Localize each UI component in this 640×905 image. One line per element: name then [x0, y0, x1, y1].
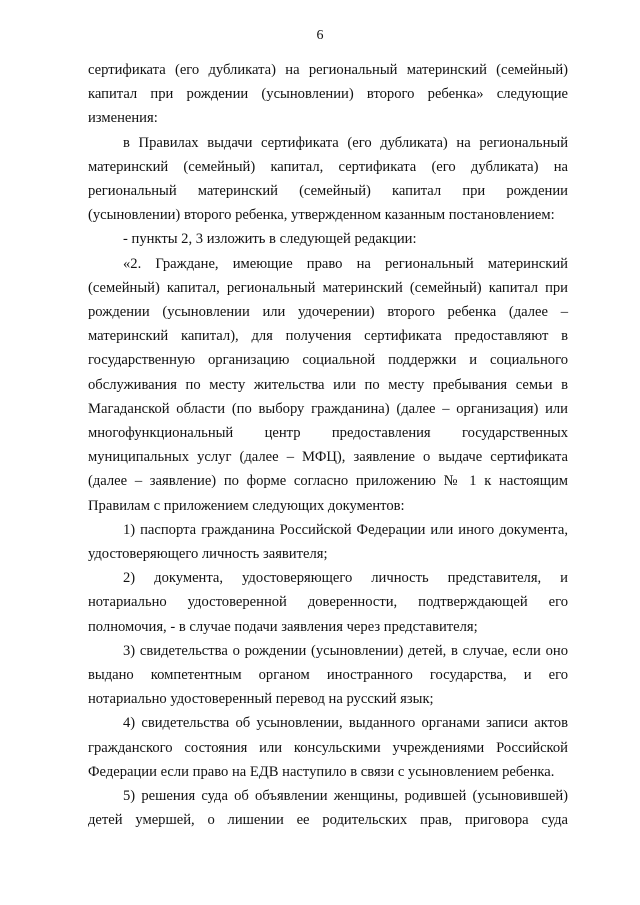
list-item-court-decision: 5) решения суда об объявлении женщины, родившей (усыновившей) детей умершей, о лишении ее родительских прав, приговора суда: [88, 788, 568, 829]
list-item-birth-certificate: 3) свидетельства о рождении (усыновлении) детей, в случае, если оно выдано компетентным органом иностранного государства, и его нотариально удостоверенный перевод на русский язык;: [88, 642, 568, 708]
paragraph-points-statement: - пункты 2, 3 изложить в следующей редакции:: [123, 231, 417, 248]
list-item-adoption-certificate: 4) свидетельства об усыновлении, выданного органами записи актов гражданского состояния или консульскими учреждениями Российской Федерации если право на ЕДВ наступило в связи с усыновлением ребенка.: [88, 715, 568, 780]
list-item-representative-document: 2) документа, удостоверяющего личность представителя, и нотариально удостоверенной доверенности, подтверждающей его полномочия, - в случае подачи заявления через представителя;: [88, 570, 568, 635]
page-number: 6: [316, 28, 324, 43]
paragraph-intro-continuation: сертификата (его дубликата) на региональный материнский (семейный) капитал при рождении (усыновлении) второго ребенка» следующие изменения:: [88, 62, 568, 127]
paragraph-item-2: «2. Граждане, имеющие право на региональный материнский (семейный) капитал, региональный материнский (семейный) капитал при рождении (усыновлении или удочерении) второго ребенка (далее – материнский капитал), для получения сертификата предоставляют в государственную организацию социальной поддержки и социального обслуживания по месту жительства или по месту пребывания семьи в Магаданской области (по выбору гражданина) (далее – организация) или многофункциональный центр предоставления государственных муниципальных услуг (далее – МФЦ), заявление о выдаче сертификата (далее – заявление) по форме согласно приложению № 1 к настоящим Правилам с приложением следующих документов:: [88, 255, 568, 514]
paragraph-rules-amendment: в Правилах выдачи сертификата (его дубликата) на региональный материнский (семейный) капитал, сертификата (его дубликата) на региональный материнский (семейный) капитал при рождении (усыновлении) второго ребенка, утвержденном казанным постановлением:: [88, 134, 568, 224]
document-body: [88, 58, 568, 833]
list-item-passport: 1) паспорта гражданина Российской Федерации или иного документа, удостоверяющего личность заявителя;: [88, 521, 568, 563]
